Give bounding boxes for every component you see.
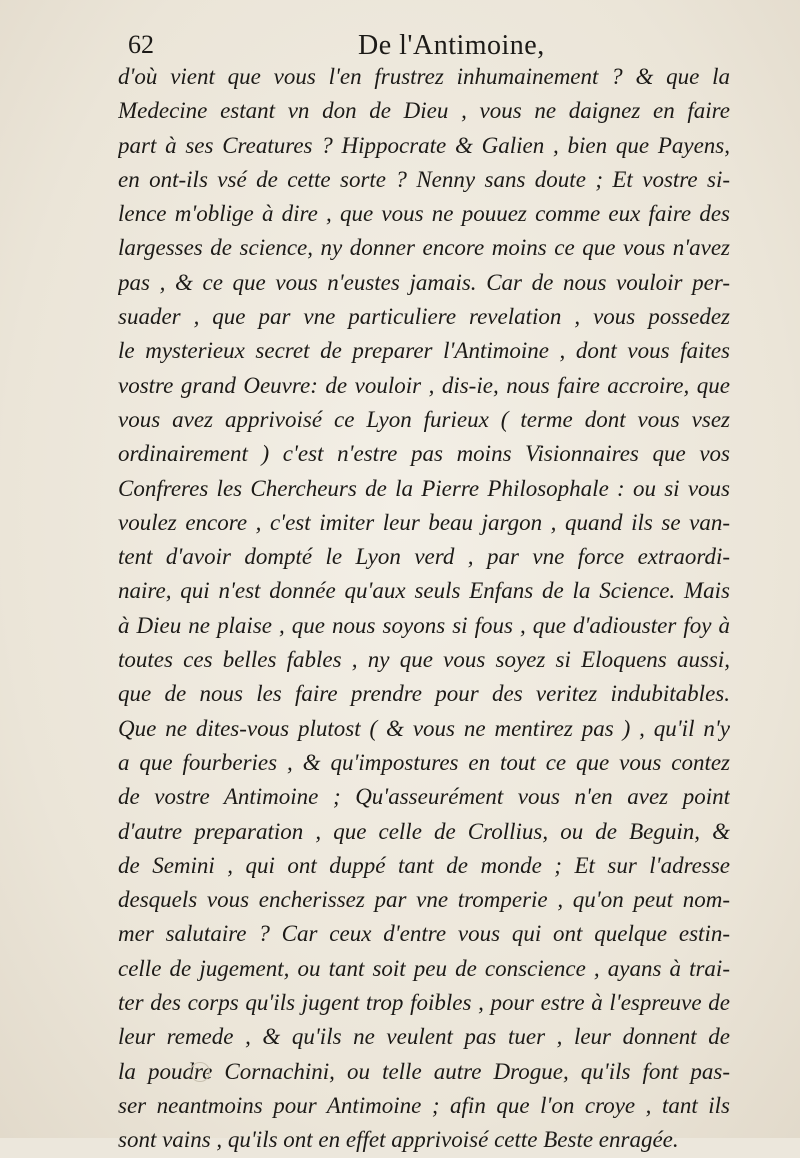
text-line: Medecine estant vn don de Dieu , vous ne daignez en faire	[118, 98, 730, 124]
text-line: ordinairement ) c'est n'estre pas moins Visionnaires que vos	[118, 441, 730, 467]
text-line: tent d'avoir dompté le Lyon verd , par vne force extraordi-	[118, 544, 730, 570]
text-line: Que ne dites-vous plutost ( & vous ne mentirez pas ) , qu'il n'y	[118, 715, 730, 741]
text-line: la poudre Cornachini, ou telle autre Drogue, qu'ils font pas-	[118, 1058, 730, 1084]
text-line: que de nous les faire prendre pour des veritez indubitables.	[118, 681, 730, 707]
text-line: ser neantmoins pour Antimoine ; afin que l'on croye , tant ils	[118, 1092, 730, 1118]
text-line: desquels vous encherissez par vne tromperie , qu'on peut nom-	[118, 887, 730, 913]
text-line: pas , & ce que vous n'eustes jamais. Car de nous vouloir per-	[118, 269, 730, 295]
text-line: d'où vient que vous l'en frustrez inhumainement ? & que la	[118, 64, 730, 89]
paper-blemish	[190, 1062, 210, 1082]
text-line: Confreres les Chercheurs de la Pierre Philosophale : ou si vous	[118, 475, 730, 501]
text-line: le mysterieux secret de preparer l'Antimoine , dont vous faites	[118, 338, 730, 364]
text-line: d'autre preparation , que celle de Crollius, ou de Beguin, &	[118, 818, 730, 844]
text-line: naire, qui n'est donnée qu'aux seuls Enfans de la Science. Mais	[118, 578, 730, 604]
text-line: suader , que par vne particuliere revelation , vous possedez	[118, 304, 730, 330]
text-line: vous avez apprivoisé ce Lyon furieux ( terme dont vous vsez	[118, 406, 730, 432]
body-text	[118, 60, 730, 1158]
text-line: de Semini , qui ont duppé tant de monde ; Et sur l'adresse	[118, 852, 730, 878]
text-line: leur remede , & qu'ils ne veulent pas tuer , leur donnent de	[118, 1024, 730, 1050]
text-line: de vostre Antimoine ; Qu'asseurément vous n'en avez point	[118, 784, 730, 810]
text-line: en ont-ils vsé de cette sorte ? Nenny sans doute ; Et vostre si-	[118, 166, 730, 192]
page-number: 62	[128, 30, 154, 59]
text-line: à Dieu ne plaise , que nous soyons si fous , que d'adiouster foy à	[118, 612, 730, 638]
text-line: largesses de science, ny donner encore moins ce que vous n'avez	[118, 235, 730, 261]
text-line: lence m'oblige à dire , que vous ne pouuez comme eux faire des	[118, 201, 730, 227]
running-head: De l'Antimoine,	[358, 30, 545, 61]
text-line: mer salutaire ? Car ceux d'entre vous qui ont quelque estin-	[118, 921, 730, 947]
text-line: sont vains , qu'ils ont en effet apprivoisé cette Beste enragée.	[118, 1127, 679, 1153]
text-line: celle de jugement, ou tant soit peu de conscience , ayans à trai-	[118, 955, 730, 981]
text-line: a que fourberies , & qu'impostures en tout ce que vous contez	[118, 749, 730, 775]
text-line: ter des corps qu'ils jugent trop foibles , pour estre à l'espreuve de	[118, 990, 730, 1016]
text-line: vostre grand Oeuvre: de vouloir , dis-ie, nous faire accroire, que	[118, 372, 730, 398]
text-line: toutes ces belles fables , ny que vous soyez si Eloquens aussi,	[118, 647, 730, 673]
text-line: part à ses Creatures ? Hippocrate & Galien , bien que Payens,	[118, 132, 730, 158]
text-line: voulez encore , c'est imiter leur beau jargon , quand ils se van-	[118, 509, 730, 535]
